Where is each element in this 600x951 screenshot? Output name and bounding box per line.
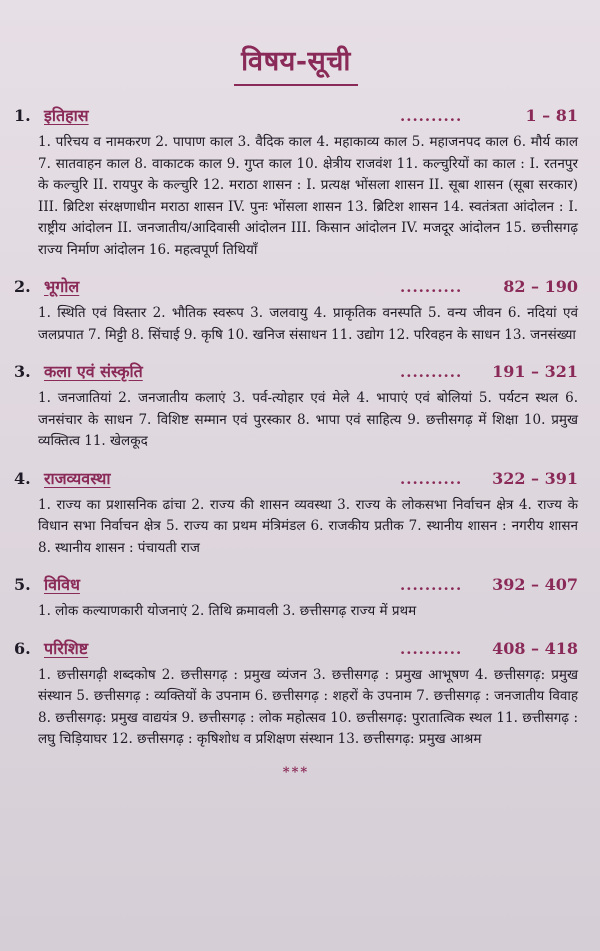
page-range: 82 – 190 xyxy=(503,277,578,296)
section-number: 1. xyxy=(14,106,31,125)
section-art-culture xyxy=(14,360,578,453)
page-range: 392 – 407 xyxy=(492,575,578,594)
leader-dots: .......... xyxy=(400,363,463,381)
section-title: कला एवं संस्कृति xyxy=(44,362,143,381)
page-range: 191 – 321 xyxy=(492,362,578,381)
section-heading xyxy=(14,573,578,597)
section-number: 5. xyxy=(14,575,31,594)
section-title: परिशिष्ट xyxy=(44,638,89,658)
page-range: 1 – 81 xyxy=(525,106,578,125)
section-topics: 1. परिचय व नामकरण 2. पापाण काल 3. वैदिक काल 4. महाकाव्य काल 5. महाजनपद काल 6. मौर्य काल 7. सातवाहन काल 8. वाकाटक काल 9. गुप्त काल 10. क्षेत्रीय राजवंश 11. कल्चुरियों का काल : I. रतनपुर के कल्चुरि II. रायपुर के कल्चुरि 12. मराठा शासन : I. प्रत्यक्ष भोंसला शासन II. सूबा शासन (सूबा सरकार) III. ब्रिटिश संरक्षणाधीन मराठा शासन IV. पुनः भोंसला शासन 13. ब्रिटिश शासन 14. स्वतंत्रता आंदोलन : I. राष्ट्रीय आंदोलन II. जनजातीय/आदिवासी आंदोलन III. किसान आंदोलन IV. मजदूर आंदोलन 15. छत्तीसगढ़ राज्य निर्माण आंदोलन 16. महत्वपूर्ण तिथियाँ xyxy=(38,134,578,258)
section-number: 4. xyxy=(14,468,31,488)
section-heading xyxy=(14,637,578,661)
leader-dots: .......... xyxy=(400,469,463,488)
section-topics: 1. राज्य का प्रशासनिक ढांचा 2. राज्य की शासन व्यवस्था 3. राज्य के लोकसभा निर्वाचन क्षेत्र 4. राज्य के विधान सभा निर्वाचन क्षेत्र 5. राज्य का प्रथम मंत्रिमंडल 6. राजकीय प्रतीक 7. स्थानीय शासन : नगरीय शासन 8. स्थानीय शासन : पंचायती राज xyxy=(38,496,578,556)
leader-dots: .......... xyxy=(400,576,463,594)
section-title: राजव्यवस्था xyxy=(44,468,111,488)
leader-dots: .......... xyxy=(400,639,463,658)
page-title: विषय-सूची xyxy=(241,46,351,77)
section-number: 6. xyxy=(14,638,31,658)
section-topics: 1. लोक कल्याणकारी योजनाएं 2. तिथि क्रमावली 3. छत्तीसगढ़ राज्य में प्रथम xyxy=(38,603,417,619)
section-title: विविध xyxy=(44,575,80,594)
footer-ornament: *** xyxy=(282,764,310,780)
section-title: इतिहास xyxy=(44,106,89,125)
section-topics: 1. जनजातियां 2. जनजातीय कलाएं 3. पर्व-त्योहार एवं मेले 4. भापाएं एवं बोलियां 5. पर्यटन स्थल 6. जनसंचार के साधन 7. विशिष्ट सम्मान एवं पुरस्कार 8. भापा एवं साहित्य 9. छत्तीसगढ़ में शिक्षा 10. प्रमुख व्यक्तित्व 11. खेलकूद xyxy=(38,390,578,449)
section-number: 3. xyxy=(14,362,31,381)
section-heading xyxy=(14,467,578,491)
section-heading xyxy=(14,104,578,128)
section-number: 2. xyxy=(14,277,31,296)
section-heading xyxy=(14,275,578,299)
section-history xyxy=(14,104,578,261)
section-heading xyxy=(14,360,578,384)
section-title: भूगोल xyxy=(44,277,80,296)
leader-dots: .......... xyxy=(400,278,463,296)
section-topics: 1. स्थिति एवं विस्तार 2. भौतिक स्वरूप 3. जलवायु 4. प्राकृतिक वनस्पति 5. वन्य जीवन 6. नदियां एवं जलप्रपात 7. मिट्टी 8. सिंचाई 9. कृषि 10. खनिज संसाधन 11. उद्योग 12. परिवहन के साधन 13. जनसंख्या xyxy=(38,305,578,343)
section-polity xyxy=(14,467,578,560)
section-appendix xyxy=(14,637,578,751)
section-topics: 1. छत्तीसगढ़ी शब्दकोष 2. छत्तीसगढ़ : प्रमुख व्यंजन 3. छत्तीसगढ़ : प्रमुख आभूषण 4. छत्तीसगढ़: प्रमुख संस्थान 5. छत्तीसगढ़ : व्यक्तियों के उपनाम 6. छत्तीसगढ़ : शहरों के उपनाम 7. छत्तीसगढ़ : जनजातीय विवाह 8. छत्तीसगढ़: प्रमुख वाद्ययंत्र 9. छत्तीसगढ़ : लोक महोत्सव 10. छत्तीसगढ़: पुरातात्विक स्थल 11. छत्तीसगढ़ : लघु चिड़ियाघर 12. छत्तीसगढ़ : कृषिशोध व प्रशिक्षण संस्थान 13. छत्तीसगढ़: प्रमुख आश्रम xyxy=(38,666,578,747)
page-range: 322 – 391 xyxy=(492,468,578,488)
title-underline xyxy=(234,84,358,86)
section-geography xyxy=(14,275,578,346)
leader-dots: .......... xyxy=(400,107,463,125)
section-miscellaneous xyxy=(14,573,578,623)
page-range: 408 – 418 xyxy=(492,638,578,658)
